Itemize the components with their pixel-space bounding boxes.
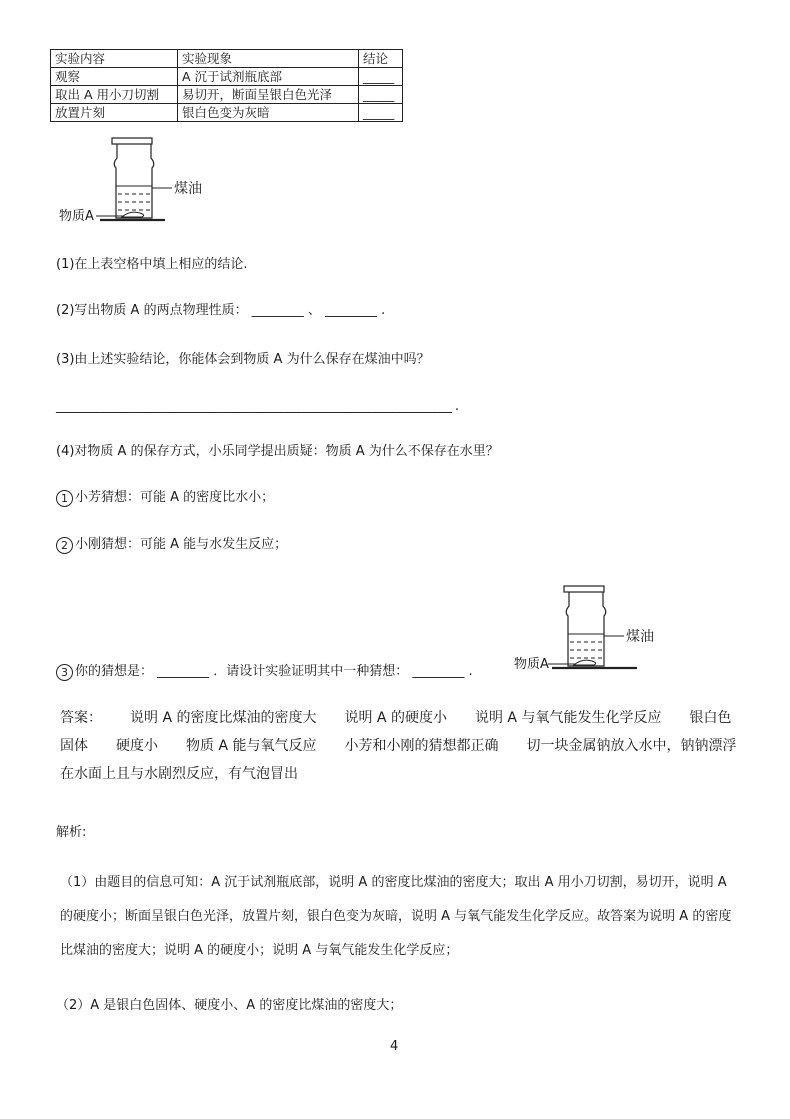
- table-cell: A 沉于试剂瓶底部: [178, 68, 359, 86]
- analysis-paragraph-1: （1）由题目的信息可知：A 沉于试剂瓶底部，说明 A 的密度比煤油的密度大；取出 A 用小刀切割，易切开，说明 A 的硬度小；断面呈银白色光泽，放置片刻，银白色变为灰暗，说明 A 与氧气能发生化学反应。故答案为说明 A 的密度比煤油的密度大；说明 A 的硬度小；说明 A 与氧气能发生化学反应；: [60, 875, 732, 958]
- answer-item: 物质 A 能与氧气反应: [186, 738, 317, 754]
- table-cell: 放置片刻: [51, 104, 178, 122]
- substance-label: 物质A: [59, 209, 94, 224]
- answer-item: 说明 A 的硬度小: [344, 710, 447, 726]
- analysis-paragraph-2: （2）A 是银白色固体、硬度小、A 的密度比煤油的密度大；: [56, 998, 403, 1013]
- table-cell: _____: [359, 104, 403, 122]
- circled-number: 1: [56, 490, 73, 507]
- table-cell: 观察: [51, 68, 178, 86]
- answer-item: 切一块金属钠放入水中，钠钠漂浮在水面上且与水剧烈反应，有气泡冒出: [60, 738, 737, 782]
- answer-item: 说明 A 的密度比煤油的密度大: [130, 710, 317, 726]
- circled-number: 3: [56, 664, 73, 681]
- substance-label: 物质A: [514, 657, 549, 672]
- table-header-cell: 结论: [359, 50, 403, 68]
- guess-text: 小刚猜想：可能 A 能与水发生反应；: [75, 537, 288, 552]
- kerosene-label: 煤油: [626, 629, 654, 645]
- table-cell: _____: [359, 68, 403, 86]
- analysis-label: 解析:: [56, 825, 87, 840]
- question-4: (4)对物质 A 的保存方式，小乐同学提出质疑：物质 A 为什么不保存在水里？: [56, 444, 499, 459]
- table-cell: 银白色变为灰暗: [178, 104, 359, 122]
- table-header-row: [51, 50, 403, 68]
- question-2: (2)写出物质 A 的两点物理性质： ________ 、 ________ .: [56, 303, 386, 318]
- guess-text: 你的猜想是： ________ ．请设计实验证明其中一种猜想： ________ .: [75, 664, 473, 679]
- question-3: (3)由上述实验结论，你能体会到物质 A 为什么保存在煤油中吗？: [56, 352, 430, 367]
- experiment-table: [50, 49, 403, 122]
- guess-3: [56, 663, 473, 681]
- guess-1: [56, 489, 274, 507]
- table-row: [51, 104, 403, 122]
- question-1: (1)在上表空格中填上相应的结论.: [56, 257, 248, 272]
- table-cell: 易切开，断面呈银白色光泽: [178, 86, 359, 104]
- answer-item: 银白色固体: [60, 710, 732, 754]
- answer-item: 说明 A 与氧气能发生化学反应: [474, 710, 662, 726]
- answer-blank-line: ___________________________________________________________________ .: [56, 399, 459, 414]
- table-header-cell: 实验现象: [178, 50, 359, 68]
- table-cell: _____: [359, 86, 403, 104]
- answer-label: 答案：: [60, 710, 102, 726]
- guess-2: [56, 536, 287, 554]
- answer-item: 硬度小: [116, 738, 158, 754]
- answer-block: [60, 704, 740, 788]
- table-row: [51, 68, 403, 86]
- answer-item: 小芳和小刚的猜想都正确: [344, 738, 499, 754]
- guess-text: 小芳猜想：可能 A 的密度比水小；: [75, 490, 275, 505]
- table-header-cell: 实验内容: [51, 50, 178, 68]
- table-cell: 取出 A 用小刀切割: [51, 86, 178, 104]
- page-number: 4: [390, 1039, 399, 1054]
- table-row: [51, 86, 403, 104]
- kerosene-label: 煤油: [174, 181, 202, 197]
- circled-number: 2: [56, 537, 73, 554]
